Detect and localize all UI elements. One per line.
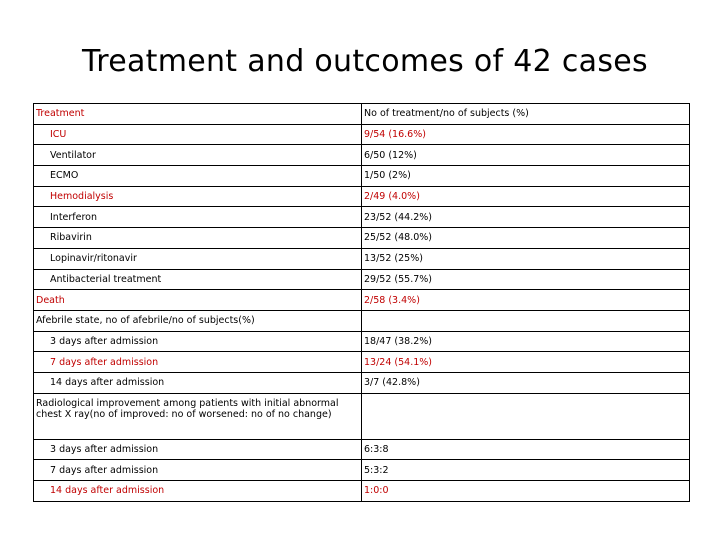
treatment-label: Hemodialysis xyxy=(34,186,362,207)
afebrile-row xyxy=(34,352,690,373)
afebrile-row-label: 3 days after admission xyxy=(34,331,362,352)
treatment-value: 13/52 (25%) xyxy=(362,248,690,269)
afebrile-header-row xyxy=(34,310,690,331)
treatment-row xyxy=(34,145,690,166)
treatment-row xyxy=(34,124,690,145)
treatment-value: 1/50 (2%) xyxy=(362,166,690,187)
treatment-value: 23/52 (44.2%) xyxy=(362,207,690,228)
treatment-label: Lopinavir/ritonavir xyxy=(34,248,362,269)
afebrile-section-label: Afebrile state, no of afebrile/no of subjects(%) xyxy=(34,310,362,331)
treatment-value: 25/52 (48.0%) xyxy=(362,228,690,249)
treatment-value: 9/54 (16.6%) xyxy=(362,124,690,145)
treatment-row xyxy=(34,186,690,207)
outcomes-table xyxy=(33,103,690,502)
afebrile-row-value: 18/47 (38.2%) xyxy=(362,331,690,352)
header-treatment-label: Treatment xyxy=(34,104,362,125)
radiological-row-label: 14 days after admission xyxy=(34,481,362,502)
treatment-value: 6/50 (12%) xyxy=(362,145,690,166)
radiological-row-label: 3 days after admission xyxy=(34,439,362,460)
afebrile-row xyxy=(34,372,690,393)
header-count-label: No of treatment/no of subjects (%) xyxy=(362,104,690,125)
death-row xyxy=(34,290,690,311)
treatment-label: Interferon xyxy=(34,207,362,228)
treatment-row xyxy=(34,228,690,249)
afebrile-row-value: 3/7 (42.8%) xyxy=(362,372,690,393)
treatment-label: ICU xyxy=(34,124,362,145)
radiological-row xyxy=(34,460,690,481)
afebrile-row-label: 7 days after admission xyxy=(34,352,362,373)
afebrile-row xyxy=(34,331,690,352)
treatment-label: Ribavirin xyxy=(34,228,362,249)
afebrile-row-value: 13/24 (54.1%) xyxy=(362,352,690,373)
radiological-row xyxy=(34,439,690,460)
radiological-row-value: 5:3:2 xyxy=(362,460,690,481)
radiological-row-label: 7 days after admission xyxy=(34,460,362,481)
treatment-row xyxy=(34,166,690,187)
afebrile-row-label: 14 days after admission xyxy=(34,372,362,393)
radiological-section-label: Radiological improvement among patients with initial abnormal chest X ray(no of improved: no of worsened: no of no change) xyxy=(34,393,362,439)
treatment-row xyxy=(34,269,690,290)
slide-title: Treatment and outcomes of 42 cases xyxy=(82,44,648,79)
radiological-row xyxy=(34,481,690,502)
death-value: 2/58 (3.4%) xyxy=(362,290,690,311)
treatment-label: Ventilator xyxy=(34,145,362,166)
radiological-row-value: 1:0:0 xyxy=(362,481,690,502)
radiological-row-value: 6:3:8 xyxy=(362,439,690,460)
radiological-header-row xyxy=(34,393,690,439)
afebrile-section-empty xyxy=(362,310,690,331)
treatment-value: 29/52 (55.7%) xyxy=(362,269,690,290)
treatment-label: Antibacterial treatment xyxy=(34,269,362,290)
radiological-section-empty xyxy=(362,393,690,439)
table-header-row xyxy=(34,104,690,125)
treatment-row xyxy=(34,207,690,228)
treatment-label: ECMO xyxy=(34,166,362,187)
death-label: Death xyxy=(34,290,362,311)
treatment-row xyxy=(34,248,690,269)
treatment-value: 2/49 (4.0%) xyxy=(362,186,690,207)
